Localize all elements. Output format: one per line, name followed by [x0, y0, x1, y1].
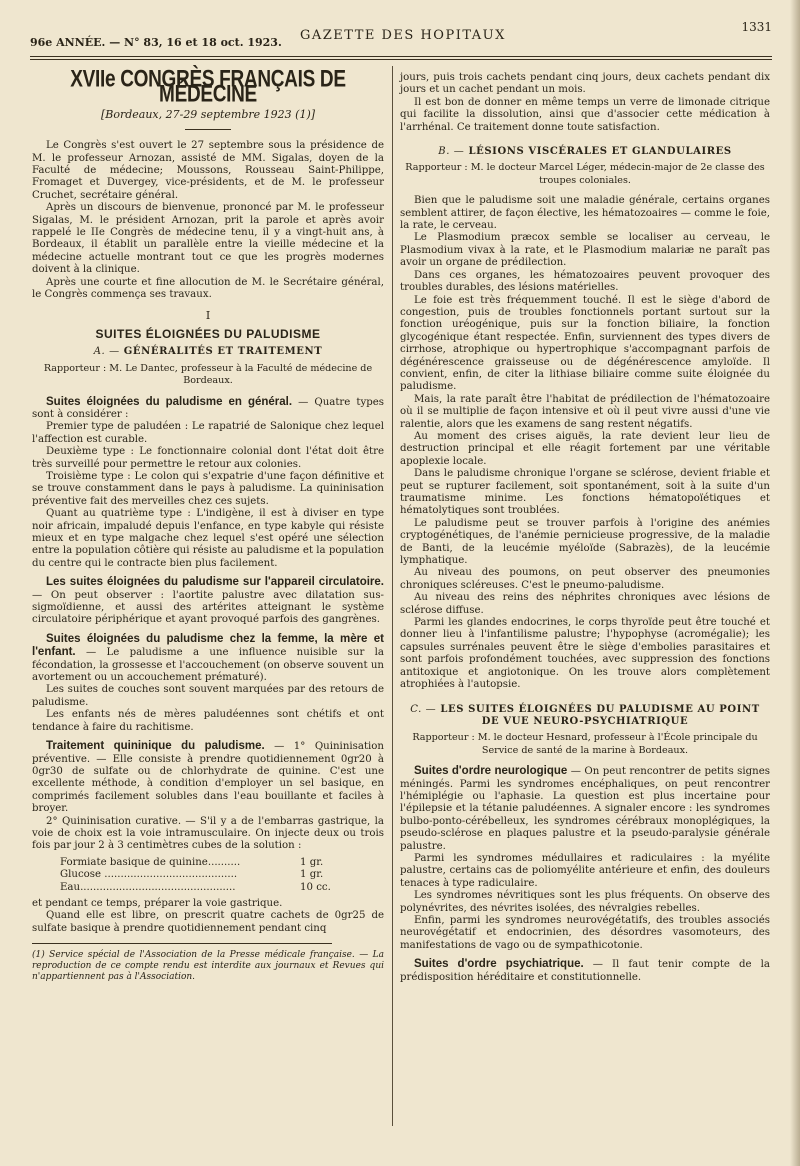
paragraph: et pendant ce temps, préparer la voie gastrique. [32, 897, 283, 909]
paragraph: Au niveau des reins des néphrites chroniques avec lésions de sclérose diffuse. [400, 592, 770, 616]
subsection-title: LES SUITES ÉLOIGNÉES DU PALUDISME AU POINT DE VUE NEURO-PSYCHIATRIQUE [440, 703, 760, 727]
paragraph: Il est bon de donner en même temps un verre de limonade citrique qui facilite la dissolution, ainsi que d'associer cette médication à l'arrhénal. Ce traitement donne toute satisfaction. [400, 96, 770, 133]
paragraph: Le foie est très fréquemment touché. Il est le siège d'abord de congestion, puis de troubles fonctionnels portant surtout sur la fonction uréogénique, puis sur la fonction biliaire, la fonction glycogénique étant respectée. Enfin, surviennent des types divers de cirrhose, atrophique ou hypertrophique s'accompagnant parfois de dégénérescence graisseuse ou de dégénérescence amyloïde. Il convient, enfin, de citer la lithiase biliaire comme suite éloignée du paludisme. [400, 294, 770, 393]
run-in-heading: Les suites éloignées du paludisme sur l'appareil circulatoire. [46, 576, 384, 589]
paragraph: Mais, la rate paraît être l'habitat de prédilection de l'hématozoaire où il se multiplie de façon intensive et où il peut vivre aussi d'une vie ralentie, alors que les examens de sang restent négatifs. [400, 393, 770, 430]
list-paragraph: Troisième type : Le colon qui s'expatrie d'une façon définitive et se trouve constamment dans le pays à paludisme. La quininisation préventive fait des merveilles chez ces sujets. [32, 470, 384, 507]
intro-paragraph: Après une courte et fine allocution de M. le Secrétaire général, le Congrès commença ses travaux. [32, 276, 384, 301]
spacer [400, 692, 770, 698]
formula-quantity: 10 cc. [300, 881, 331, 893]
subsection-heading-c [400, 704, 770, 729]
rapporteur-line: Rapporteur : M. Le Dantec, professeur à la Faculté de médecine de Bordeaux. [43, 362, 373, 387]
paragraph: Parmi les glandes endocrines, le corps thyroïde peut être touché et donner lieu à l'infantilisme palustre; l'hypophyse (acromégalie); les capsules surrénales peuvent être le siège d'embolies parasitaires et sont parfois profondément touchées, avec suppression des fonctions antitoxique et angiotonique. On les trouve alors complètement atrophiées à l'autopsie. [400, 617, 770, 691]
paragraph: Quand elle est libre, on prescrit quatre cachets de 0gr25 de sulfate basique à prendre quotidiennement pendant cinq [32, 910, 384, 934]
paragraph: Parmi les syndromes médullaires et radiculaires : la myélite palustre, certains cas de poliomyélite antérieure et enfin, des douleurs tenaces à type radiculaire. [400, 852, 770, 889]
paper-edge [790, 0, 800, 1166]
page-number: 1331 [741, 20, 772, 34]
paragraph-text: — Le paludisme a une influence nuisible sur la fécondation, la grossesse et l'accouchement (on observe souvent un avortement ou un accouchement prématuré). [32, 647, 384, 684]
paragraph: Bien que le paludisme soit une maladie générale, certains organes semblent attirer, de façon élective, les hématozoaires — comme le foie, la rate, le cerveau. [400, 195, 770, 232]
list-paragraph: Premier type de paludéen : Le rapatrié de Salonique chez lequel l'affection est curable. [32, 421, 384, 445]
subsection-title: GÉNÉRALITÉS ET TRAITEMENT [123, 346, 323, 358]
header-rule [30, 56, 772, 57]
footnote-rule [32, 943, 332, 944]
paragraph: Dans le paludisme chronique l'organe se sclérose, devient friable et peut se rupturer facilement, soit spontanément, soit à la suite d'un traumatisme minime. Les fonctions hématopoïétiques et hématolytiques sont troublées. [400, 468, 770, 517]
section-heading: SUITES ÉLOIGNÉES DU PALUDISME [95, 326, 321, 341]
run-in-heading: Suites éloignées du paludisme chez la femme, la mère et l'enfant. [32, 632, 384, 659]
intro-paragraph: Après un discours de bienvenue, prononcé par M. le professeur Sigalas, M. le président Arnozan, prit la parole et après avoir rappelé le IIe Congrès de médecine tenu, il y a vingt-huit ans, à Bordeaux, il établit un parallèle entre la vieille médecine et la médecine actuelle montrant tout ce que les progrès modernes doivent à la clinique. [32, 202, 384, 276]
left-column [32, 66, 384, 983]
paragraph: 2° Quininisation curative. — S'il y a de l'embarras gastrique, la voie de choix est la voie intramusculaire. On injecte deux ou trois fois par jour 2 à 3 centimètres cubes de la solution : [32, 815, 384, 852]
right-column [400, 72, 770, 984]
paragraph [32, 576, 384, 627]
footnote: (1) Service spécial de l'Association de la Presse médicale française. — La reproduction de ce compte rendu est interdite aux journaux et Revues qui n'appartiennent pas à l'Association. [32, 950, 384, 983]
formula-ingredient: Formiate basique de quinine.......... [60, 856, 241, 868]
subsection-letter: B. — [438, 146, 465, 158]
section-number: I [205, 308, 211, 322]
subsection-letter: A. — [93, 346, 120, 358]
subsection-heading-a [32, 346, 384, 358]
run-in-heading: Traitement quininique du paludisme. [46, 740, 265, 753]
paragraph-text: — Quatre types sont à considérer : [32, 396, 384, 420]
page-header [30, 20, 772, 48]
subsection-letter: C. — [410, 703, 437, 715]
paragraph: Le paludisme peut se trouver parfois à l'origine des anémies cryptogénétiques, de l'anémie pernicieuse progressive, de la maladie de Banti, de la leucémie myéloïde (Sabrazès), de la leucémie lymphatique. [400, 517, 770, 567]
formula-ingredient: Eau................................................ [60, 881, 236, 893]
paragraph-text: — 1° Quininisation préventive. — Elle consiste à prendre quotidiennement 0gr20 à 0gr30 de sulfate ou de chlorhydrate de quinine. C'est une excellente méthode, à condition d'employer un sel basique, en comprimés facilement solubles dans l'eau bouillante et faciles à broyer. [32, 741, 384, 815]
paragraph-text: — Il faut tenir compte de la prédisposition héréditaire et constitutionnelle. [400, 959, 770, 983]
intro-paragraph: Le Congrès s'est ouvert le 27 septembre sous la présidence de M. le professeur Arnozan, assisté de MM. Sigalas, doyen de la Faculté de médecine; Moussons, Rousseau Saint-Philippe, Fromaget et Duvergey, vice-présidents, et de M. le professeur Cruchet, secrétaire général. [32, 140, 384, 201]
paragraph: Au niveau des poumons, on peut observer des pneumonies chroniques scléreuses. C'est le pneumo-paludisme. [400, 567, 770, 591]
paragraph: Dans ces organes, les hématozoaires peuvent provoquer des troubles durables, des lésions matérielles. [400, 269, 770, 294]
formula-ingredient: Glucose ......................................... [60, 869, 238, 881]
formula-quantity: 1 gr. [300, 856, 324, 868]
formula-table [60, 857, 384, 894]
paragraph: Enfin, parmi les syndromes neurovégétatifs, des troubles associés neurovégétatif et endocrinien, des désordres vasomoteurs, des manifestations de vago ou de sympathicotonie. [400, 915, 770, 951]
rapporteur-line: Rapporteur : M. le docteur Hesnard, professeur à l'École principale du Service de santé de la marine à Bordeaux. [412, 732, 758, 756]
paragraph [400, 958, 770, 984]
article-title: XVIIe CONGRÈS FRANÇAIS DE MÉDECINE [70, 66, 346, 109]
issue-info: 96e ANNÉE. — N° 83, 16 et 18 oct. 1923. [30, 36, 282, 49]
paragraph [400, 765, 770, 853]
run-in-heading: Suites d'ordre neurologique [414, 765, 568, 778]
paragraph: Le Plasmodium præcox semble se localiser au cerveau, le Plasmodium vivax à la rate, et le Plasmodium malariæ ne paraît pas avoir un organe de prédilection. [400, 232, 770, 269]
run-in-heading: Suites d'ordre psychiatrique. [414, 958, 584, 971]
list-paragraph: Quant au quatrième type : L'indigène, il est à diviser en type noir africain, impaludé depuis l'enfance, en type kabyle qui résiste mieux et en type malgache chez lequel s'est opéré une sélection entre la population côtière qui résiste au paludisme et la population du centre qui le contracte bien plus facilement. [32, 508, 384, 569]
subsection-title: LÉSIONS VISCÉRALES ET GLANDULAIRES [468, 146, 732, 158]
formula-row [60, 882, 350, 894]
paragraph-text: — On peut rencontrer de petits signes méningés. Parmi les syndromes encéphaliques, on peut rencontrer l'hémiplégie ou l'aphasie. La question est plus incertaine pour l'épilepsie et la tétanie paludéennes. A signaler encore : les syndromes bulbo-ponto-cérébelleux, les syndromes cérébraux monoplégiques, la pseudo-sclérose en plaques palustre et la pseudo-paralysie générale palustre. [400, 766, 770, 852]
formula-quantity: 1 gr. [300, 869, 324, 881]
formula-row [60, 869, 350, 881]
title-divider [185, 129, 231, 130]
journal-name: GAZETTE DES HOPITAUX [300, 28, 506, 43]
paragraph [32, 740, 384, 815]
subsection-heading-b [400, 146, 770, 158]
paragraph: Les syndromes névritiques sont les plus fréquents. On observe des polynévrites, des névrites isolées, des névralgies rebelles. [400, 890, 770, 914]
article-subtitle: [Bordeaux, 27-29 septembre 1923 (1)] [100, 107, 316, 121]
run-in-heading: Suites éloignées du paludisme en général. [46, 395, 293, 408]
paragraph: Au moment des crises aiguës, la rate devient leur lieu de destruction principal et elle réagit fortement par une véritable apoplexie locale. [400, 430, 770, 467]
formula-row [60, 857, 350, 869]
list-paragraph: Deuxième type : Le fonctionnaire colonial dont l'état doit être très surveillé pour permettre le retour aux colonies. [32, 446, 384, 470]
paragraph-text: — On peut observer : l'aortite palustre avec dilatation sus-sigmoïdienne, et aussi des artérites atteignant le système circulatoire périphérique et ayant provoqué parfois des gangrènes. [32, 589, 384, 626]
paragraph [32, 396, 384, 422]
paragraph [32, 633, 384, 685]
column-divider [392, 66, 393, 1126]
header-rule-double [30, 59, 772, 60]
rapporteur-line: Rapporteur : M. le docteur Marcel Léger, médecin-major de 2e classe des troupes coloniales. [405, 162, 765, 186]
spacer [400, 134, 770, 140]
paragraph: Les suites de couches sont souvent marquées par des retours de paludisme. [32, 684, 384, 708]
paragraph: jours, puis trois cachets pendant cinq jours, deux cachets pendant dix jours et un cachet pendant un mois. [400, 72, 770, 96]
paragraph: Les enfants nés de mères paludéennes sont chétifs et ont tendance à faire du rachitisme. [32, 709, 384, 733]
